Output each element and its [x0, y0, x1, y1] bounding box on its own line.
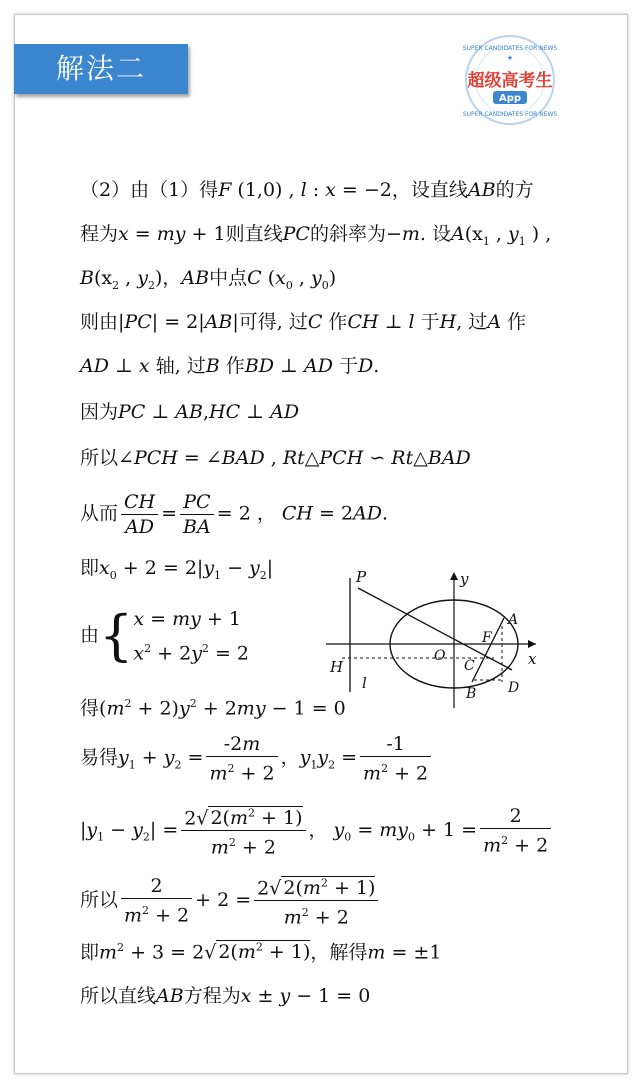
label-D: D [508, 680, 520, 696]
y-axis-arrow [450, 572, 458, 580]
method-banner: 解法二 [14, 44, 188, 94]
label-O: O [434, 648, 446, 664]
solution-line-14: 所以 $\frac{2}{m^2 + 2}$ + 2 = $\frac{2√ 2(m^2 + 1)}{m^2 + 2}$ [80, 872, 381, 930]
label-P: P [356, 568, 367, 586]
solution-line-5: AD ⊥ x 轴, 过B 作BD ⊥ AD 于D. [80, 355, 380, 377]
label-A: A [508, 612, 519, 628]
svg-text:SUPER CANDIDATES FOR NEWS: SUPER CANDIDATES FOR NEWS [462, 45, 558, 52]
solution-line-16: 所以直线AB方程为x ± y − 1 = 0 [80, 985, 371, 1007]
solution-line-13: $|y_1 - y_2|$ = $\frac{2√ 2(m^2 + 1)}{m^2 + 2}$ ， $y_0 = my_0 + 1$ = $\frac{2}{m^2 + 2}$ [80, 802, 554, 860]
solution-line-8: 从而 $\frac{CH}{AD}$ = $\frac{PC}{BA}$ = 2 ， CH = 2AD. [80, 491, 389, 538]
solution-line-7: 所以∠PCH = ∠BAD , Rt△PCH ∽ Rt△BAD [80, 447, 471, 469]
svg-text:超级高考生: 超级高考生 [467, 71, 553, 91]
solution-line-2: 程为x = my + 1则直线PC的斜率为−m. 设$A(x_1$ , $y_1$ ) , [80, 223, 552, 248]
label-H: H [330, 658, 344, 676]
solution-line-15: 即$m^2 + 3 = 2√$ $2(m^2 + 1)$，解得m = ±1 [80, 941, 442, 964]
app-logo [455, 32, 565, 128]
x-axis-arrow [528, 640, 536, 648]
line-AB [472, 618, 504, 682]
ellipse-diagram [322, 560, 542, 710]
label-B: B [466, 686, 477, 702]
svg-text:★: ★ [506, 54, 514, 62]
solution-line-9: 即$x_0 + 2 = 2|y_1 - y_2|$ [80, 557, 274, 582]
solution-line-4: 则由|PC| = 2|AB|可得, 过C 作CH ⊥ l 于H, 过A 作 [80, 311, 527, 333]
label-F: F [482, 630, 492, 646]
svg-text:App: App [498, 93, 522, 104]
solution-line-6: 因为PC ⊥ AB,HC ⊥ AD [80, 401, 300, 423]
label-y: y [460, 570, 469, 588]
solution-line-1: （2）由（1）得F (1,0) , l : x = −2，设直线AB的方 [80, 179, 534, 201]
label-x: x [528, 650, 537, 668]
svg-text:SUPER CANDIDATES FOR NEWS: SUPER CANDIDATES FOR NEWS [462, 111, 558, 118]
label-C: C [464, 658, 475, 674]
solution-line-10: 由{x = my + 1 $x^2 + 2y^2 = 2$ [80, 604, 250, 668]
label-l: l [362, 674, 367, 692]
solution-line-12: 易得$y_1 + y_2$ = $\frac{-2m}{m^2 + 2}$ ，$y_1y_2$ = $\frac{-1}{m^2 + 2}$ [80, 732, 434, 785]
solution-line-3: $B(x_2$ , $y_2$)，AB中点C ($x_0$ , $y_0$) [80, 267, 337, 292]
solution-line-11: 得$(m^2 + 2)y^2 + 2my - 1 = 0$ [80, 697, 346, 720]
